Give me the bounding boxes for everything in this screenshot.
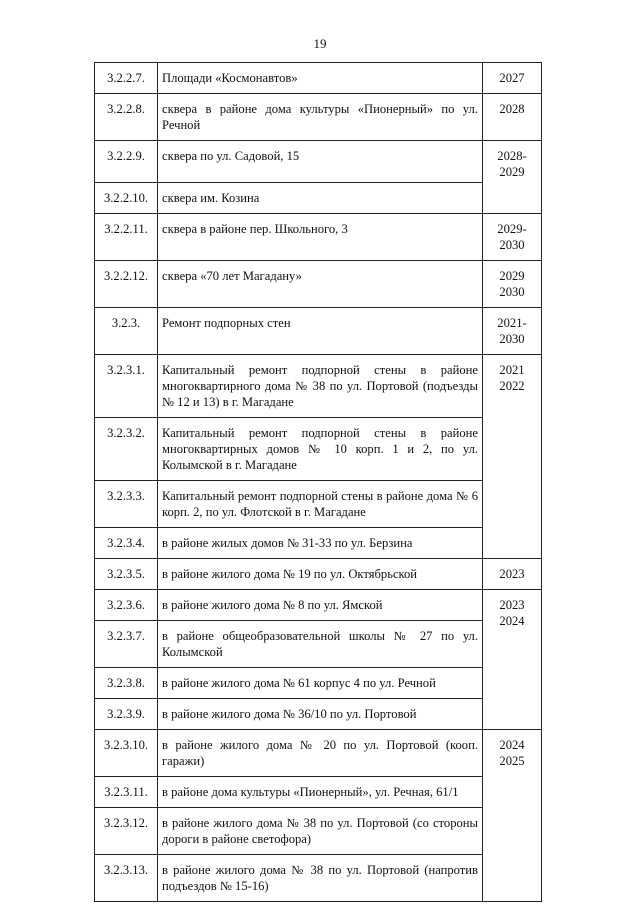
table-row <box>95 855 542 902</box>
page-number: 19 <box>313 36 327 51</box>
table-row <box>95 63 542 94</box>
item-number: 3.2.3.13. <box>95 855 158 902</box>
item-description: в районе жилого дома № 38 по ул. Портовой (со стороны дороги в районе светофора) <box>158 808 483 855</box>
item-number: 3.2.3.4. <box>95 528 158 559</box>
table-row <box>95 94 542 141</box>
table-row <box>95 559 542 590</box>
item-number: 3.2.3.8. <box>95 668 158 699</box>
item-description: сквера им. Козина <box>158 183 483 214</box>
item-description: Ремонт подпорных стен <box>158 308 483 355</box>
year-cell <box>483 141 542 214</box>
item-number: 3.2.3.6. <box>95 590 158 621</box>
year-line: 2027 <box>499 71 525 85</box>
item-description: в районе жилого дома № 8 по ул. Ямской <box>158 590 483 621</box>
item-description: Капитальный ремонт подпорной стены в районе многоквартирных домов № 10 корп. 1 и 2, по ул. Колымской в г. Магадане <box>158 418 483 481</box>
year-cell <box>483 63 542 94</box>
year-line: 2029- <box>497 222 527 236</box>
item-description: в районе жилого дома № 61 корпус 4 по ул. Речной <box>158 668 483 699</box>
item-description: сквера по ул. Садовой, 15 <box>158 141 483 183</box>
table-row <box>95 308 542 355</box>
item-description: сквера в районе дома культуры «Пионерный» по ул. Речной <box>158 94 483 141</box>
item-number: 3.2.2.9. <box>95 141 158 183</box>
year-line: 2028- <box>497 149 527 163</box>
item-description: в районе жилых домов № 31-33 по ул. Берзина <box>158 528 483 559</box>
table-row <box>95 141 542 183</box>
item-description: сквера «70 лет Магадану» <box>158 261 483 308</box>
year-cell <box>483 559 542 590</box>
year-line: 2023 <box>499 567 525 581</box>
year-line: 2029 <box>499 165 525 179</box>
item-description: в районе жилого дома № 36/10 по ул. Портовой <box>158 699 483 730</box>
item-number: 3.2.3. <box>95 308 158 355</box>
item-number: 3.2.3.3. <box>95 481 158 528</box>
table-row <box>95 808 542 855</box>
item-number: 3.2.3.12. <box>95 808 158 855</box>
year-line: 2024 <box>499 614 525 628</box>
year-cell <box>483 214 542 261</box>
item-number: 3.2.2.11. <box>95 214 158 261</box>
item-number: 3.2.3.2. <box>95 418 158 481</box>
year-line: 2021 <box>499 363 525 377</box>
item-number: 3.2.2.7. <box>95 63 158 94</box>
item-description: в районе жилого дома № 19 по ул. Октябрьской <box>158 559 483 590</box>
item-number: 3.2.3.1. <box>95 355 158 418</box>
table-row <box>95 590 542 621</box>
year-cell <box>483 94 542 141</box>
year-line: 2023 <box>499 598 525 612</box>
year-line: 2030 <box>499 285 525 299</box>
table-row <box>95 481 542 528</box>
table-row <box>95 777 542 808</box>
table-row <box>95 261 542 308</box>
item-description: Капитальный ремонт подпорной стены в районе многоквартирного дома № 38 по ул. Портовой (подъезды № 12 и 13) в г. Магадане <box>158 355 483 418</box>
table-row <box>95 621 542 668</box>
year-line: 2025 <box>499 754 525 768</box>
year-line: 2021- <box>497 316 527 330</box>
item-number: 3.2.3.9. <box>95 699 158 730</box>
table-row <box>95 183 542 214</box>
table-row <box>95 668 542 699</box>
item-description: в районе общеобразовательной школы № 27 по ул. Колымской <box>158 621 483 668</box>
item-number: 3.2.2.8. <box>95 94 158 141</box>
table-row <box>95 355 542 418</box>
item-description: Площади «Космонавтов» <box>158 63 483 94</box>
item-description: сквера в районе пер. Школьного, 3 <box>158 214 483 261</box>
item-number: 3.2.3.5. <box>95 559 158 590</box>
item-description: в районе дома культуры «Пионерный», ул. Речная, 61/1 <box>158 777 483 808</box>
table-row <box>95 528 542 559</box>
item-number: 3.2.3.11. <box>95 777 158 808</box>
item-number: 3.2.3.7. <box>95 621 158 668</box>
year-cell <box>483 590 542 730</box>
year-cell <box>483 261 542 308</box>
work-plan-table <box>94 62 542 902</box>
year-line: 2030 <box>499 332 525 346</box>
table-row <box>95 730 542 777</box>
table-row <box>95 699 542 730</box>
year-line: 2030 <box>499 238 525 252</box>
table-row <box>95 418 542 481</box>
item-number: 3.2.3.10. <box>95 730 158 777</box>
year-line: 2028 <box>499 102 525 116</box>
year-line: 2024 <box>499 738 525 752</box>
item-description: в районе жилого дома № 20 по ул. Портовой (кооп. гаражи) <box>158 730 483 777</box>
table-row <box>95 214 542 261</box>
item-number: 3.2.2.10. <box>95 183 158 214</box>
year-cell <box>483 730 542 902</box>
year-line: 2022 <box>499 379 525 393</box>
year-line: 2029 <box>499 269 525 283</box>
item-description: в районе жилого дома № 38 по ул. Портовой (напротив подъездов № 15-16) <box>158 855 483 902</box>
year-cell <box>483 355 542 559</box>
year-cell <box>483 308 542 355</box>
item-number: 3.2.2.12. <box>95 261 158 308</box>
item-description: Капитальный ремонт подпорной стены в районе дома № 6 корп. 2, по ул. Флотской в г. Магадане <box>158 481 483 528</box>
